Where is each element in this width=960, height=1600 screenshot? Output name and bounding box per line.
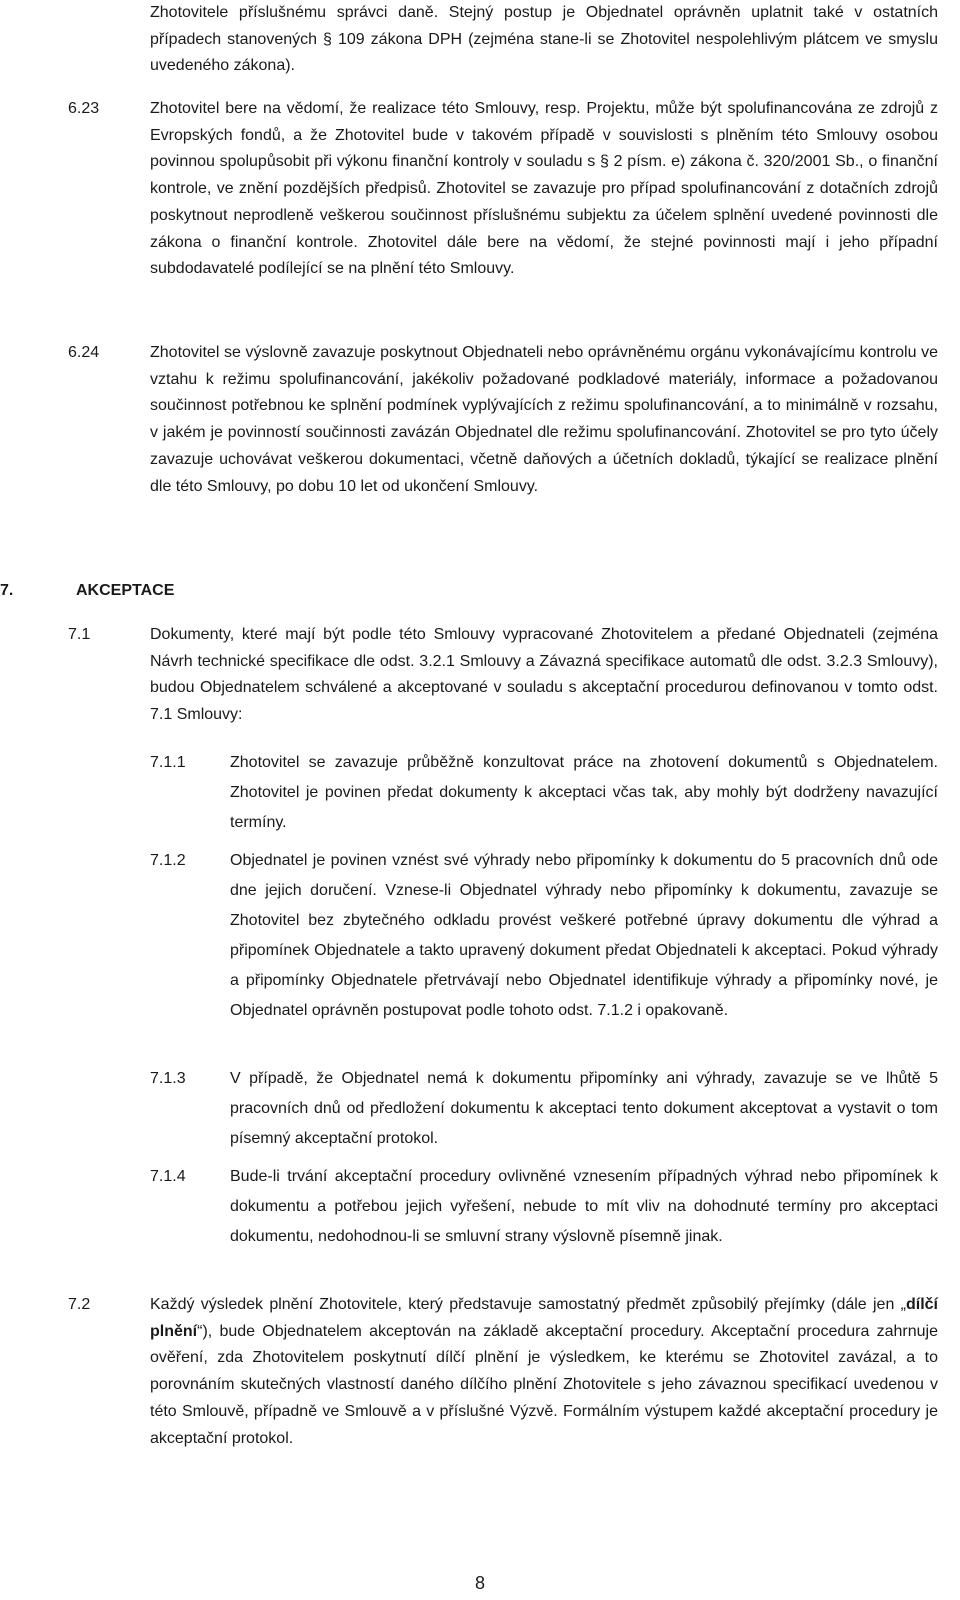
section-number: 7.	[0, 582, 14, 599]
subclause-text: Zhotovitel se zavazuje průběžně konzultovat práce na zhotovení dokumentů s Objednatelem. Zhotovitel je povinen předat dokumenty k akceptaci včas tak, aby mohly být dodrženy navazující termíny.	[230, 754, 938, 831]
subclause-number: 7.1.2	[150, 852, 186, 869]
clause-number: 6.23	[68, 100, 100, 117]
clause-text-part: Každý výsledek plnění Zhotovitele, který představuje samostatný předmět způsobilý přejímky (dále jen „	[150, 1296, 906, 1313]
subclause-number: 7.1.3	[150, 1070, 186, 1087]
clause-text: Zhotovitel bere na vědomí, že realizace této Smlouvy, resp. Projektu, může být spolufinancována ze zdrojů z Evropských fondů, a že Zhotovitel bude v takovém případě v souvislosti s plněním této Smlouvy osobou povinnou spolupůsobit při výkonu finanční kontroly v souladu s § 2 písm. e) zákona č. 320/2001 Sb., o finanční kontrole, ve znění pozdějších předpisů. Zhotovitel se zavazuje pro případ spolufinancování z dotačních zdrojů poskytnout neprodleně veškerou součinnost příslušnému subjektu za účelem splnění uvedené povinnosti dle zákona o finanční kontrole. Zhotovitel dále bere na vědomí, že stejné povinnosti mají i jeho případní subdodavatelé podílející se na plnění této Smlouvy.	[150, 100, 938, 278]
clause-number: 7.1	[68, 626, 91, 643]
clause-text-part: “), bude Objednatelem akceptován na základě akceptační procedury. Akceptační procedura zahrnuje ověření, zda Zhotovitelem poskytnutí dílčí plnění je výsledkem, ke kterému se Zhotovitel zavázal, a to porovnáním skutečných vlastností daného dílčího plnění Zhotovitele s jeho závaznou specifikací uvedenou v této Smlouvě, případně ve Smlouvě a v příslušné Výzvě. Formálním výstupem každé akceptační procedury je akceptační protokol.	[150, 1322, 938, 1447]
intro-paragraph: Zhotovitele příslušnému správci daně. Stejný postup je Objednatel oprávněn uplatnit také v ostatních případech stanovených § 109 zákona DPH (zejména stane-li se Zhotovitel nespolehlivým plátcem ve smyslu uvedeného zákona).	[150, 4, 938, 75]
subclause-text: Objednatel je povinen vznést své výhrady nebo připomínky k dokumentu do 5 pracovních dnů ode dne jejich doručení. Vznese-li Objednatel výhrady nebo připomínky k dokumentu, zavazuje se Zhotovitel bez zbytečného odkladu provést veškeré potřebné úpravy dokumentu dle výhrad a připomínek Objednatele a takto upravený dokument předat Objednateli k akceptaci. Pokud výhrady a připomínky Objednatele přetrvávají nebo Objednatel identifikuje výhrady a připomínky nové, je Objednatel oprávněn postupovat podle tohoto odst. 7.1.2 i opakovaně.	[230, 852, 938, 1019]
clause-number: 6.24	[68, 344, 100, 361]
subclause-number: 7.1.1	[150, 754, 186, 771]
defined-term: dílčí plnění	[150, 1296, 938, 1340]
clause-number: 7.2	[68, 1296, 91, 1313]
subclause-text: V případě, že Objednatel nemá k dokumentu připomínky ani výhrady, zavazuje se ve lhůtě 5 pracovních dnů od předložení dokumentu k akceptaci tento dokument akceptovat a vystavit o tom písemný akceptační protokol.	[230, 1070, 938, 1147]
clause-text: Zhotovitel se výslovně zavazuje poskytnout Objednateli nebo oprávněnému orgánu vykonávajícímu kontrolu ve vztahu k režimu spolufinancování, jakékoliv požadované podkladové materiály, informace a požadovanou součinnost potřebnou ke splnění podmínek vyplývajících z režimu spolufinancování, a to minimálně v rozsahu, v jakém je povinností součinnosti zavázán Objednatel dle režimu spolufinancování. Zhotovitel se pro tyto účely zavazuje uchovávat veškerou dokumentaci, včetně daňových a účetních dokladů, týkající se realizace plnění dle této Smlouvy, po dobu 10 let od ukončení Smlouvy.	[150, 344, 938, 495]
clause-text	[150, 1292, 938, 1452]
section-title: AKCEPTACE	[76, 582, 175, 599]
clause-text: Dokumenty, které mají být podle této Smlouvy vypracované Zhotovitelem a předané Objednateli (zejména Návrh technické specifikace dle odst. 3.2.1 Smlouvy a Závazná specifikace automatů dle odst. 3.2.3 Smlouvy), budou Objednatelem schválené a akceptované v souladu s akceptační procedurou definovanou v tomto odst. 7.1 Smlouvy:	[150, 626, 938, 724]
page-number: 8	[474, 1573, 485, 1593]
subclause-text: Bude-li trvání akceptační procedury ovlivněné vznesením případných výhrad nebo připomínek k dokumentu a potřebou jejich vyřešení, nebude to mít vliv na dohodnuté termíny pro akceptaci dokumentu, nedohodnou-li se smluvní strany výslovně písemně jinak.	[230, 1168, 938, 1245]
subclause-number: 7.1.4	[150, 1168, 186, 1185]
